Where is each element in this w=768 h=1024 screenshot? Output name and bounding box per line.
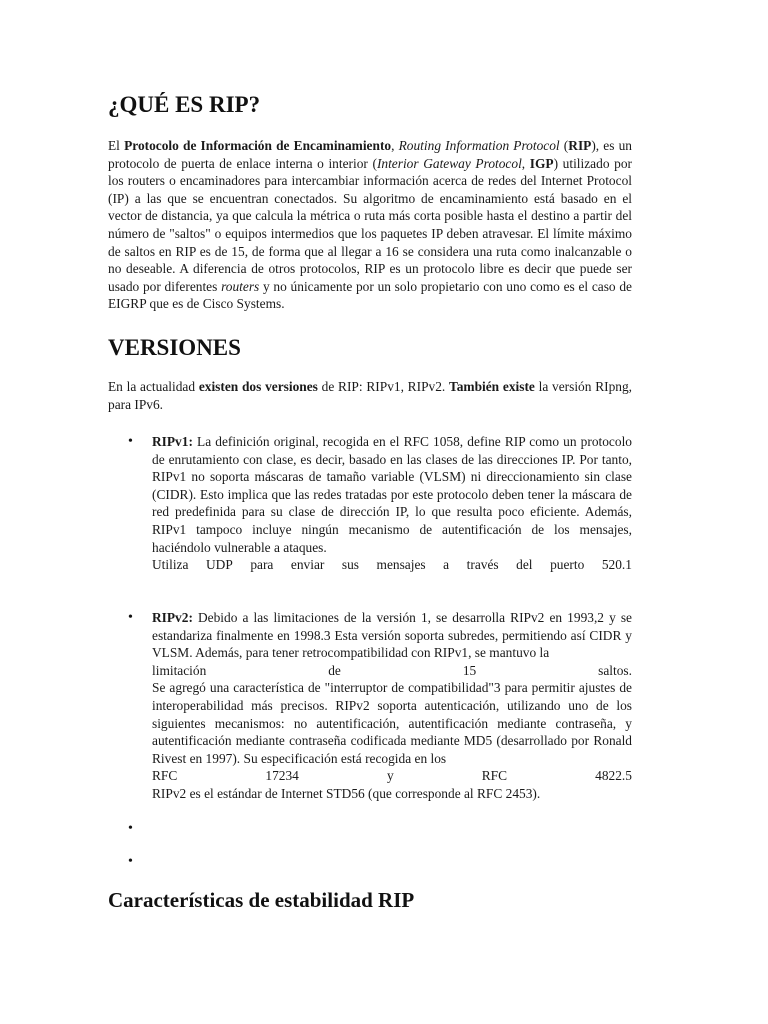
ripv2-std-text: RIPv2 es el estándar de Internet STD56 (que corresponde al RFC 2453). bbox=[152, 785, 541, 801]
versiones-text: la versión RIpng, para IPv6. bbox=[108, 379, 633, 412]
ripv2-rfc-line bbox=[152, 767, 632, 785]
intro-italic-routers: routers bbox=[221, 278, 260, 294]
intro-text: , bbox=[391, 138, 399, 153]
word: de bbox=[328, 662, 341, 678]
list-item-ripv2 bbox=[152, 609, 632, 803]
list-item-ripv1 bbox=[152, 433, 632, 574]
versiones-text: de RIP: RIPv1, RIPv2. bbox=[317, 379, 450, 394]
word: limitación bbox=[152, 662, 207, 678]
word: sus bbox=[341, 557, 360, 573]
intro-text: , bbox=[521, 155, 530, 171]
word: 4822.5 bbox=[595, 768, 632, 784]
ripv2-limit-line bbox=[152, 662, 632, 680]
ripv1-label: RIPv1: bbox=[152, 434, 193, 449]
intro-text: y no únicamente por un solo propietario con uno como es el caso de EIGRP que es de Cisco Systems. bbox=[108, 278, 632, 312]
heading-que-es-rip: ¿QUÉ ES RIP? bbox=[108, 92, 261, 117]
intro-paragraph bbox=[108, 137, 632, 313]
heading-caracteristicas: Características de estabilidad RIP bbox=[108, 888, 415, 912]
intro-bold-term: Protocolo de Información de Encaminamiento bbox=[124, 138, 392, 153]
word: RFC bbox=[481, 768, 508, 784]
word: través bbox=[466, 557, 499, 573]
intro-bold-rip: RIP bbox=[568, 138, 592, 153]
word: para bbox=[250, 557, 274, 573]
word: Utiliza bbox=[152, 557, 189, 573]
bullet-icon bbox=[128, 858, 136, 866]
ripv2-body bbox=[152, 609, 632, 662]
ripv1-body bbox=[152, 433, 632, 556]
versiones-text: En la actualidad bbox=[108, 379, 199, 394]
bullet-icon bbox=[128, 825, 136, 833]
word: del bbox=[516, 557, 533, 573]
ripv2-label: RIPv2: bbox=[152, 610, 193, 625]
ripv1-text: La definición original, recogida en el RFC 1058, define RIP como un protocolo de enrutamiento con clase, es decir, basado en las clases de las direcciones IP. Por tanto, RIPv1 no soporta máscaras de tamaño variable (VLSM) ni direccionamiento sin clase (CIDR). Esto implica que las redes tratadas por este protocolo deben tener la máscara de red predefinida para su clase de dirección IP, lo que resulta poco eficiente. Además, RIPv1 tampoco incluye ningún mecanismo de autentificación de los mensajes, haciéndolo vulnerable a ataques. bbox=[152, 434, 632, 555]
bullet-icon bbox=[128, 438, 136, 446]
versiones-bold: También existe bbox=[449, 379, 535, 394]
word: 15 bbox=[462, 662, 477, 678]
word: enviar bbox=[290, 557, 325, 573]
versiones-bold: existen dos versiones bbox=[198, 379, 318, 394]
word: RFC bbox=[152, 768, 178, 784]
word: a bbox=[443, 557, 450, 573]
word: UDP bbox=[205, 557, 233, 573]
intro-bold-igp: IGP bbox=[529, 155, 554, 171]
word: 17234 bbox=[265, 768, 299, 784]
intro-text: El bbox=[108, 138, 125, 153]
ripv2-compat-text: Se agregó una característica de "interruptor de compatibilidad"3 para permitir ajustes de interoperabilidad más precisos. RIPv2 soporta autenticación, utilizando uno de los siguientes mecanismos: no autentificación, autentificación mediante contraseña, y autentificación mediante contraseña codificada mediante MD5 (desarrollado por Ronald Rivest en 1997). Su especificación está recogida en los bbox=[152, 680, 632, 766]
word: puerto bbox=[550, 557, 585, 573]
versiones-paragraph bbox=[108, 378, 632, 413]
bullet-icon bbox=[128, 614, 136, 622]
intro-text: ) utilizado por los routers o encaminadores para intercambiar información acerca de redes del Internet Protocol (IP) a las que se encuentran conectados. Su algoritmo de encaminamiento está basado en el vector de distancia, ya que calcula la métrica o ruta más corta posible hasta el destino a partir del número de "saltos" o equipos intermedios que los paquetes IP deben atravesar. El límite máximo de saltos en RIP es de 15, de forma que al llegar a 16 se considera una ruta como inalcanzable o no deseable. A diferencia de otros protocolos, RIP es un protocolo libre es decir que puede ser usado por diferentes bbox=[108, 155, 632, 294]
word: mensajes bbox=[376, 557, 426, 573]
intro-text: ), es un protocolo de puerta de enlace interna o interior ( bbox=[108, 138, 632, 171]
ripv1-udp-line bbox=[152, 556, 632, 574]
heading-versiones: VERSIONES bbox=[108, 335, 241, 360]
intro-italic-igp-full: Interior Gateway Protocol bbox=[376, 155, 522, 171]
intro-italic-term: Routing Information Protocol bbox=[398, 138, 560, 153]
word: 520.1 bbox=[601, 557, 632, 573]
ripv2-text: Debido a las limitaciones de la versión 1, se desarrolla RIPv2 en 1993,2 y se estandariza finalmente en 1998.3 Esta versión soporta subredes, permitiendo así CIDR y VLSM. Además, para tener retrocompatibilidad con RIPv1, se mantuvo la bbox=[152, 610, 632, 661]
word: saltos. bbox=[598, 662, 632, 678]
word: y bbox=[386, 768, 394, 784]
intro-text: ( bbox=[559, 138, 569, 153]
